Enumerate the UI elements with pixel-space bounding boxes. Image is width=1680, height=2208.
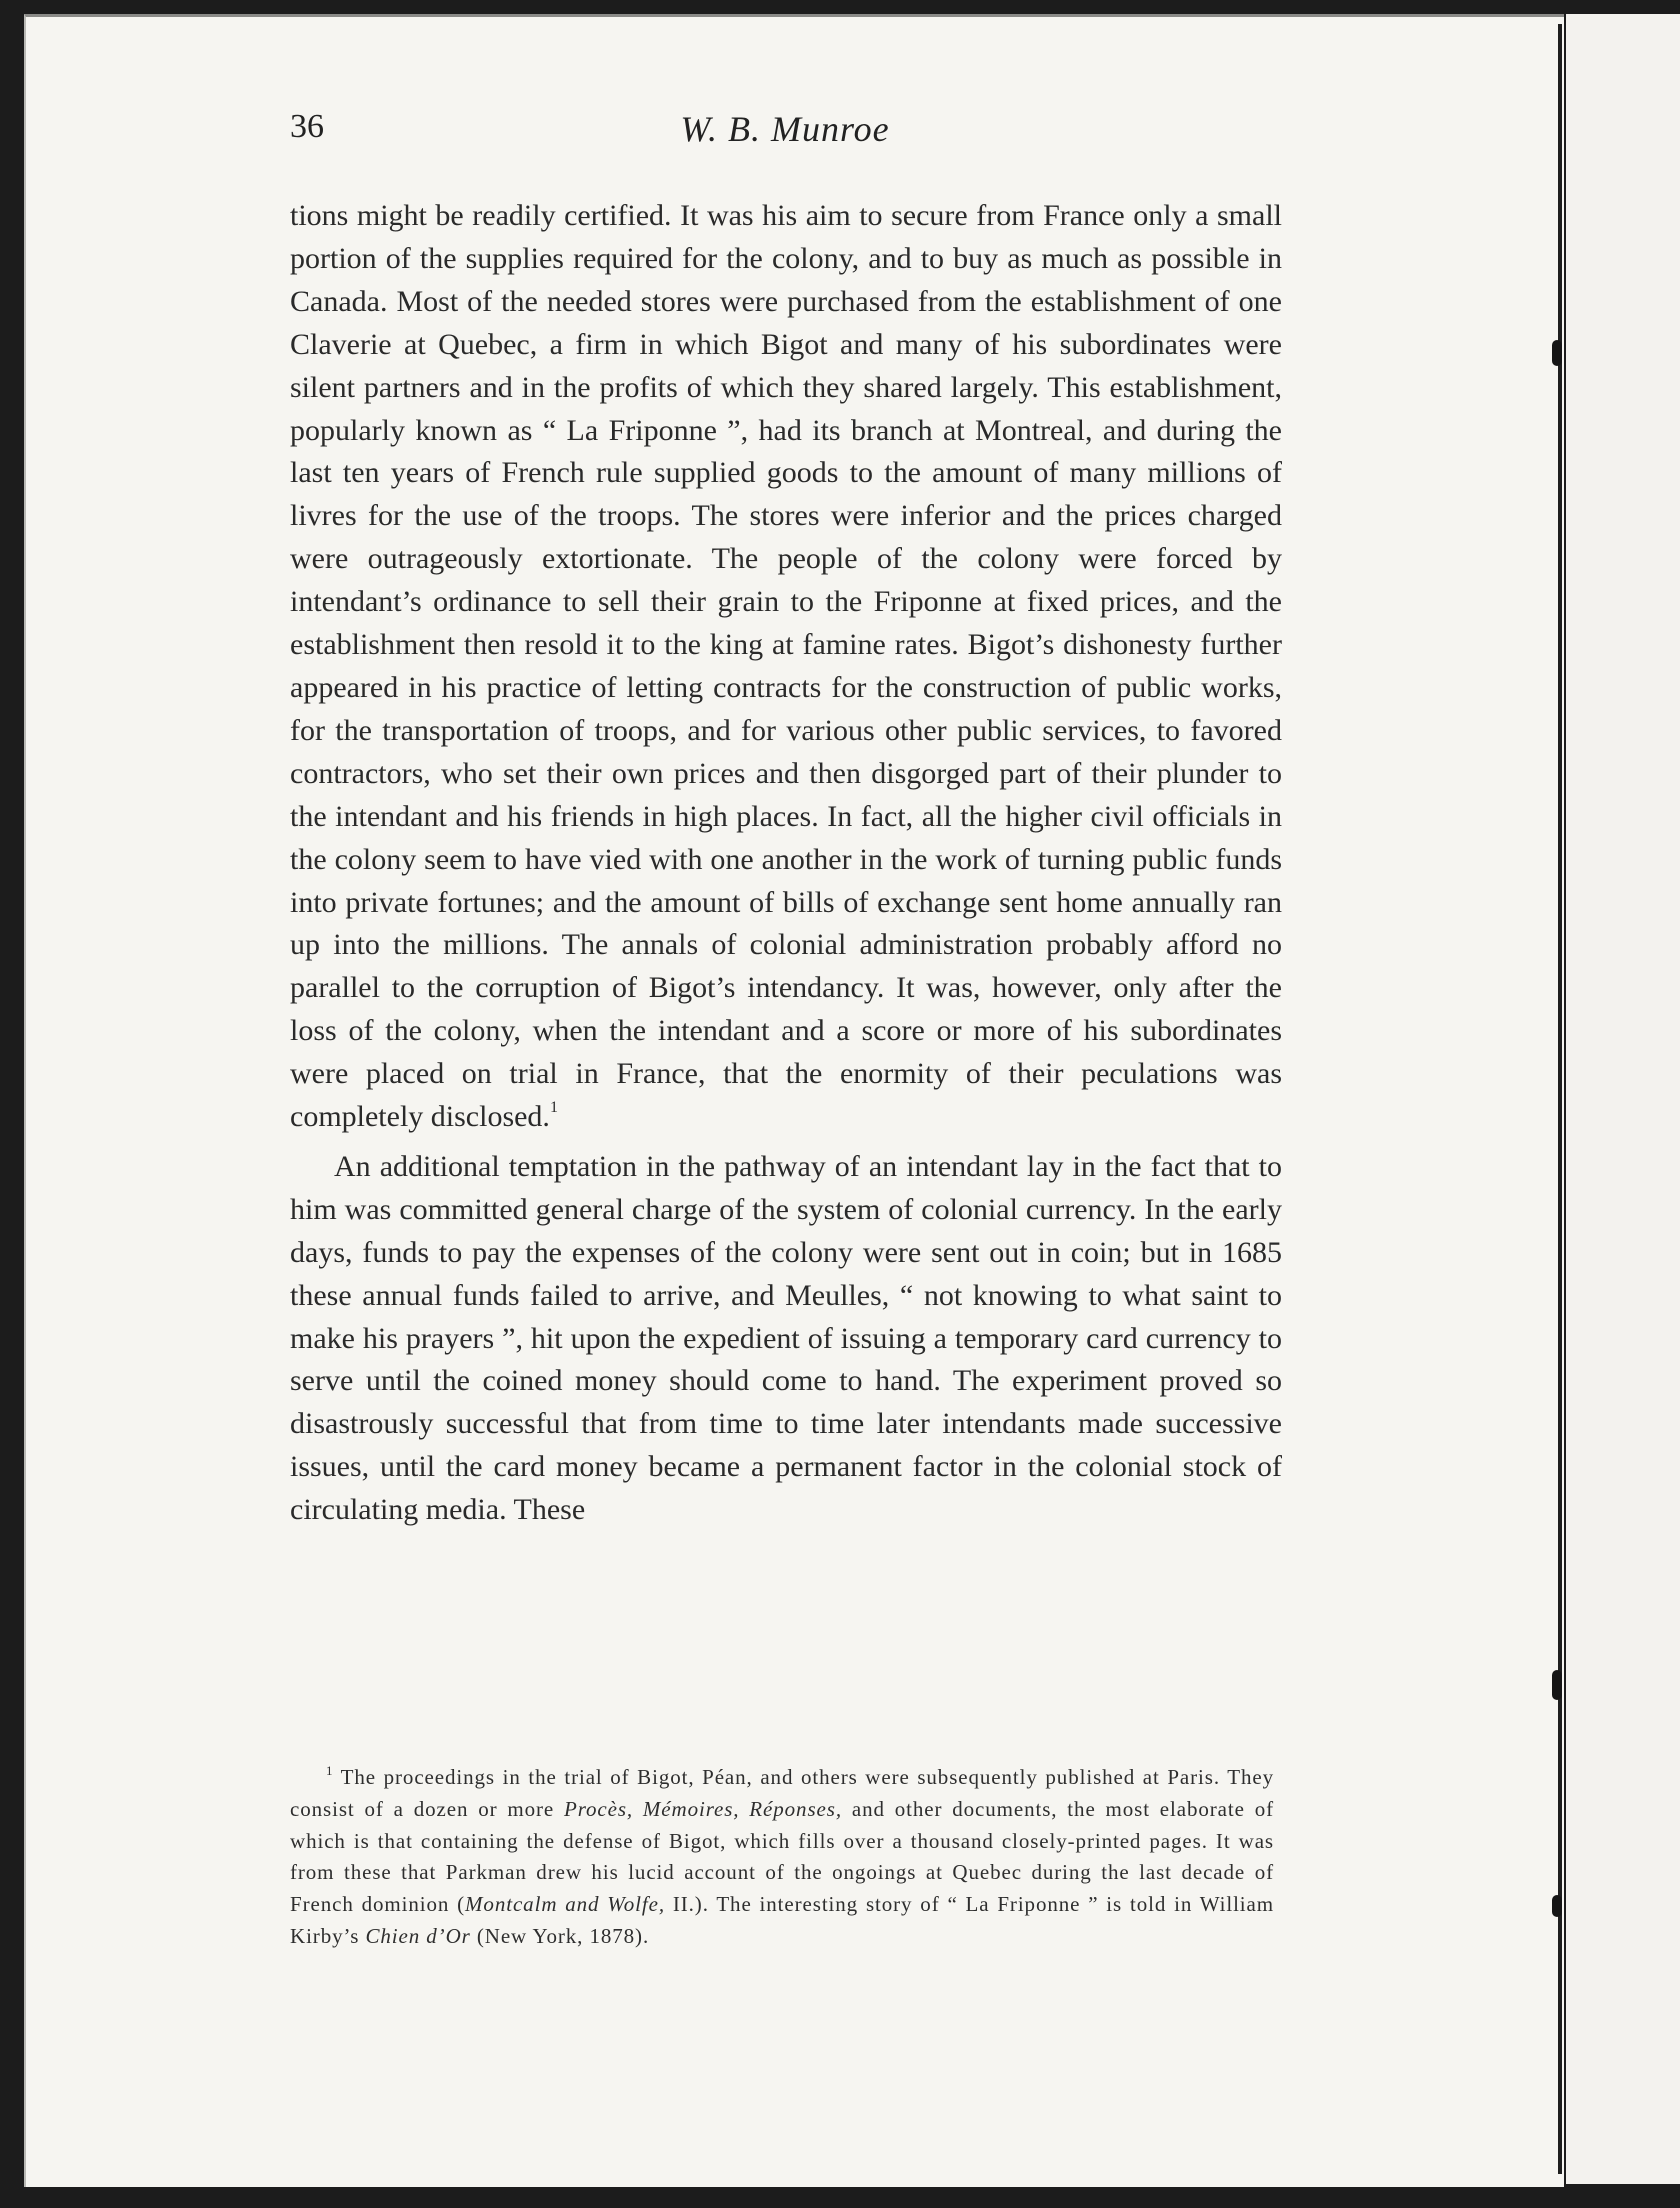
paragraph	[290, 195, 1282, 1139]
footnote-text: (New York, 1878).	[476, 1923, 650, 1948]
binding-mark	[1552, 1895, 1562, 1917]
footnote-title: Procès, Mémoires, Réponses,	[563, 1796, 842, 1821]
footnote-title: Chien d’Or	[365, 1923, 471, 1948]
paragraph: An additional temptation in the pathway of an intendant lay in the fact that to him was committed general charge of the system of colonial currency. In the early days, funds to pay the expenses of the colony were sent out in coin; but in 1685 these annual funds failed to arrive, and Meulles, “ not knowing to what saint to make his prayers ”, hit upon the expedient of issuing a temporary card currency to serve until the coined money should come to hand. The experiment proved so disastrously successful that from time to time later intendants made successive issues, until the card money became a permanent factor in the colonial stock of circulating media. These	[290, 1149, 1282, 1527]
footnote-text: The proceedings in the trial of Bigot, Péan, and others were subsequently published at Paris. They consist of a dozen or more	[290, 1765, 1274, 1821]
footnote-text: II.). The interesting story of “ La Friponne ” is told in William Kirby’s	[290, 1892, 1274, 1948]
binding-mark	[1552, 1670, 1562, 1700]
body-text	[290, 195, 1282, 1532]
facing-page-edge	[1566, 14, 1680, 2184]
footnote-marker: 1	[326, 1763, 334, 1778]
page-number: 36	[290, 108, 324, 145]
footnote-title: Montcalm and Wolfe,	[465, 1892, 666, 1917]
page-header	[290, 108, 1280, 158]
paragraph-text: tions might be readily certified. It was his aim to secure from France only a small portion of the supplies required for the colony, and to buy as much as possible in Canada. Most of the needed stores were purchased from the establishment of one Claverie at Quebec, a firm in which Bigot and many of his subordinates were silent partners and in the profits of which they shared largely. This establishment, popularly known as “ La Friponne ”, had its branch at Montreal, and during the last ten years of French rule supplied goods to the amount of many millions of livres for the use of the troops. The stores were inferior and the prices charged were outrageously extortionate. The people of the colony were forced by intendant’s ordinance to sell their grain to the Friponne at fixed prices, and the establishment then resold it to the king at famine rates. Bigot’s dishonesty further appeared in his practice of letting contracts for the construction of public works, for the transportation of troops, and for various other public services, to favored contractors, who set their own prices and then disgorged part of their plunder to the intendant and his friends in high places. In fact, all the higher civil officials in the colony seem to have vied with one another in the work of turning public funds into private fortunes; and the amount of bills of exchange sent home annually ran up into the millions. The annals of colonial administration probably afford no parallel to the corruption of Bigot’s intendancy. It was, however, only after the loss of the colony, when the intendant and a score or more of his subordinates were placed on trial in France, that the enormity of their peculations was completely disclosed.	[290, 199, 1282, 1134]
running-head: W. B. Munroe	[680, 109, 890, 149]
footnote-reference: 1	[549, 1099, 558, 1117]
footnote-text: and other documents, the most elaborate of which is that containing the defense of Bigot, which fills over a thousand closely-printed pages. It was from these that Parkman drew his lucid account of the ongoings at Quebec during the last decade of French dominion (	[290, 1796, 1274, 1917]
footnote	[290, 1762, 1274, 1953]
binding-mark	[1552, 340, 1562, 366]
